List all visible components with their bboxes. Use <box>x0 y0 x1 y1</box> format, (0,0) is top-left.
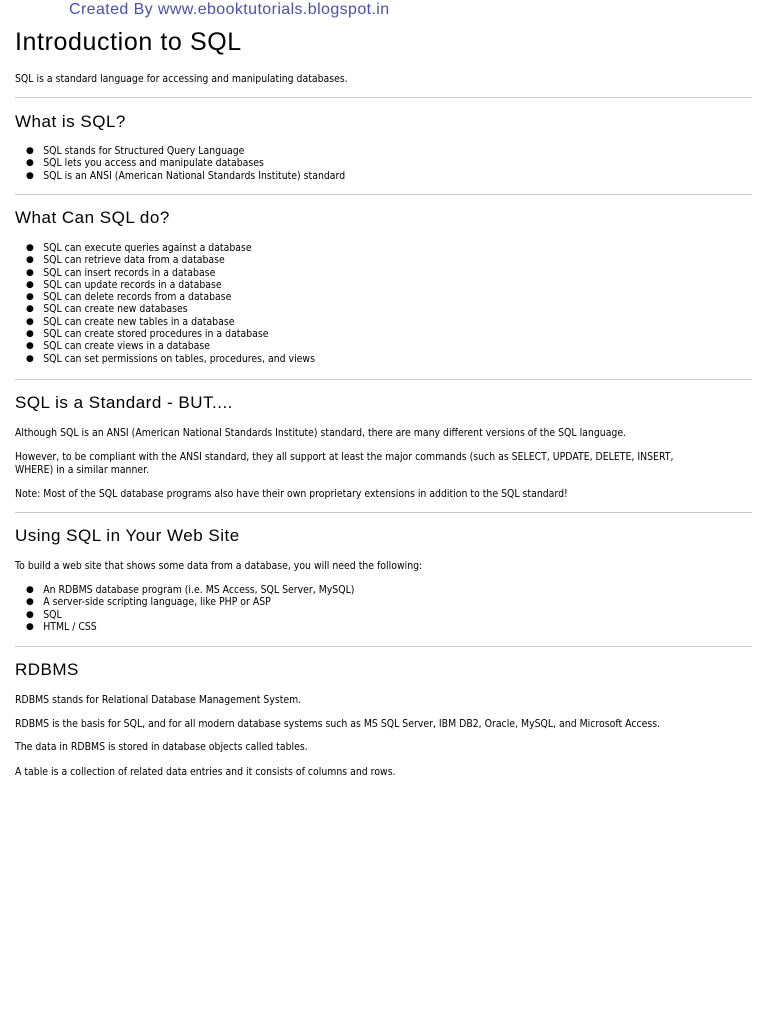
section-rdbms <box>15 660 752 778</box>
list-item: ● SQL <box>26 607 62 621</box>
section-sql-standard <box>15 393 752 500</box>
list-item: ● SQL can delete records from a database <box>26 290 232 304</box>
list-item: ● SQL can create new tables in a database <box>26 314 235 328</box>
bullet-icon: ● <box>26 341 34 352</box>
section-what-can-sql-do <box>15 208 752 365</box>
paragraph: However, to be compliant with the ANSI standard, they all support at least the major commands (such as SELECT, UPDATE, DELETE, INSERT, WHERE) in a similar manner. <box>15 450 674 476</box>
divider <box>15 646 752 647</box>
divider <box>15 512 752 513</box>
section-heading: What Can SQL do? <box>15 208 170 227</box>
section-heading: Using SQL in Your Web Site <box>15 526 240 545</box>
section-heading: SQL is a Standard - BUT.... <box>15 393 233 412</box>
bullet-icon: ● <box>26 585 34 595</box>
list-item: ● SQL can insert records in a database <box>26 265 216 279</box>
section-heading: What is SQL? <box>15 112 126 131</box>
list-item: ● SQL stands for Structured Query Language <box>26 144 245 157</box>
list-item: ● SQL can create new databases <box>26 302 188 316</box>
paragraph: A table is a collection of related data entries and it consists of columns and rows. <box>15 765 396 778</box>
bullet-icon: ● <box>26 353 34 364</box>
list-item: ● SQL can set permissions on tables, procedures, and views <box>26 351 315 365</box>
bullet-icon: ● <box>26 279 34 290</box>
divider <box>15 194 752 195</box>
bullet-icon: ● <box>26 255 34 266</box>
bullet-icon: ● <box>26 146 34 156</box>
bullet-icon: ● <box>26 170 34 181</box>
bullet-icon: ● <box>26 316 34 327</box>
bullet-icon: ● <box>26 243 34 253</box>
paragraph: RDBMS is the basis for SQL, and for all modern database systems such as MS SQL Server, IBM DB2, Oracle, MySQL, and Microsoft Access. <box>15 717 661 730</box>
intro-paragraph: SQL is a standard language for accessing and manipulating databases. <box>15 72 348 85</box>
bullet-list <box>26 144 400 182</box>
section-heading: RDBMS <box>15 660 79 679</box>
list-item: ● A server-side scripting language, like PHP or ASP <box>26 595 271 609</box>
section-what-is-sql <box>15 112 752 182</box>
bullet-icon: ● <box>26 304 34 315</box>
bullet-icon: ● <box>26 267 34 278</box>
list-item: ● SQL lets you access and manipulate databases <box>26 156 264 170</box>
bullet-icon: ● <box>26 621 34 632</box>
bullet-list <box>26 241 365 365</box>
paragraph: The data in RDBMS is stored in database objects called tables. <box>15 740 308 753</box>
list-item: ● SQL can update records in a database <box>26 277 222 291</box>
list-item: ● An RDBMS database program (i.e. MS Access, SQL Server, MySQL) <box>26 583 355 596</box>
bullet-icon: ● <box>26 292 34 303</box>
list-item: ● SQL is an ANSI (American National Standards Institute) standard <box>26 168 346 182</box>
paragraph: To build a web site that shows some data from a database, you will need the following: <box>15 559 423 572</box>
list-item: ● SQL can create views in a database <box>26 339 211 353</box>
bullet-icon: ● <box>26 329 34 340</box>
list-item: ● SQL can create stored procedures in a database <box>26 327 269 341</box>
bullet-icon: ● <box>26 597 34 608</box>
note-paragraph: Note: Most of the SQL database programs also have their own proprietary extensions in addition to the SQL standard! <box>15 487 568 500</box>
list-item: ● SQL can execute queries against a database <box>26 241 252 254</box>
bullet-icon: ● <box>26 609 34 620</box>
divider <box>15 379 752 380</box>
divider <box>15 97 752 98</box>
paragraph: Although SQL is an ANSI (American National Standards Institute) standard, there are many different versions of the SQL language. <box>15 426 627 439</box>
bullet-list <box>26 583 411 633</box>
watermark-link: Created By www.ebooktutorials.blogspot.in <box>69 1 390 18</box>
paragraph: RDBMS stands for Relational Database Management System. <box>15 693 302 706</box>
section-using-sql <box>15 526 752 633</box>
list-item: ● HTML / CSS <box>26 619 97 633</box>
bullet-icon: ● <box>26 158 34 169</box>
page-title: Introduction to SQL <box>15 28 242 56</box>
list-item: ● SQL can retrieve data from a database <box>26 253 225 267</box>
